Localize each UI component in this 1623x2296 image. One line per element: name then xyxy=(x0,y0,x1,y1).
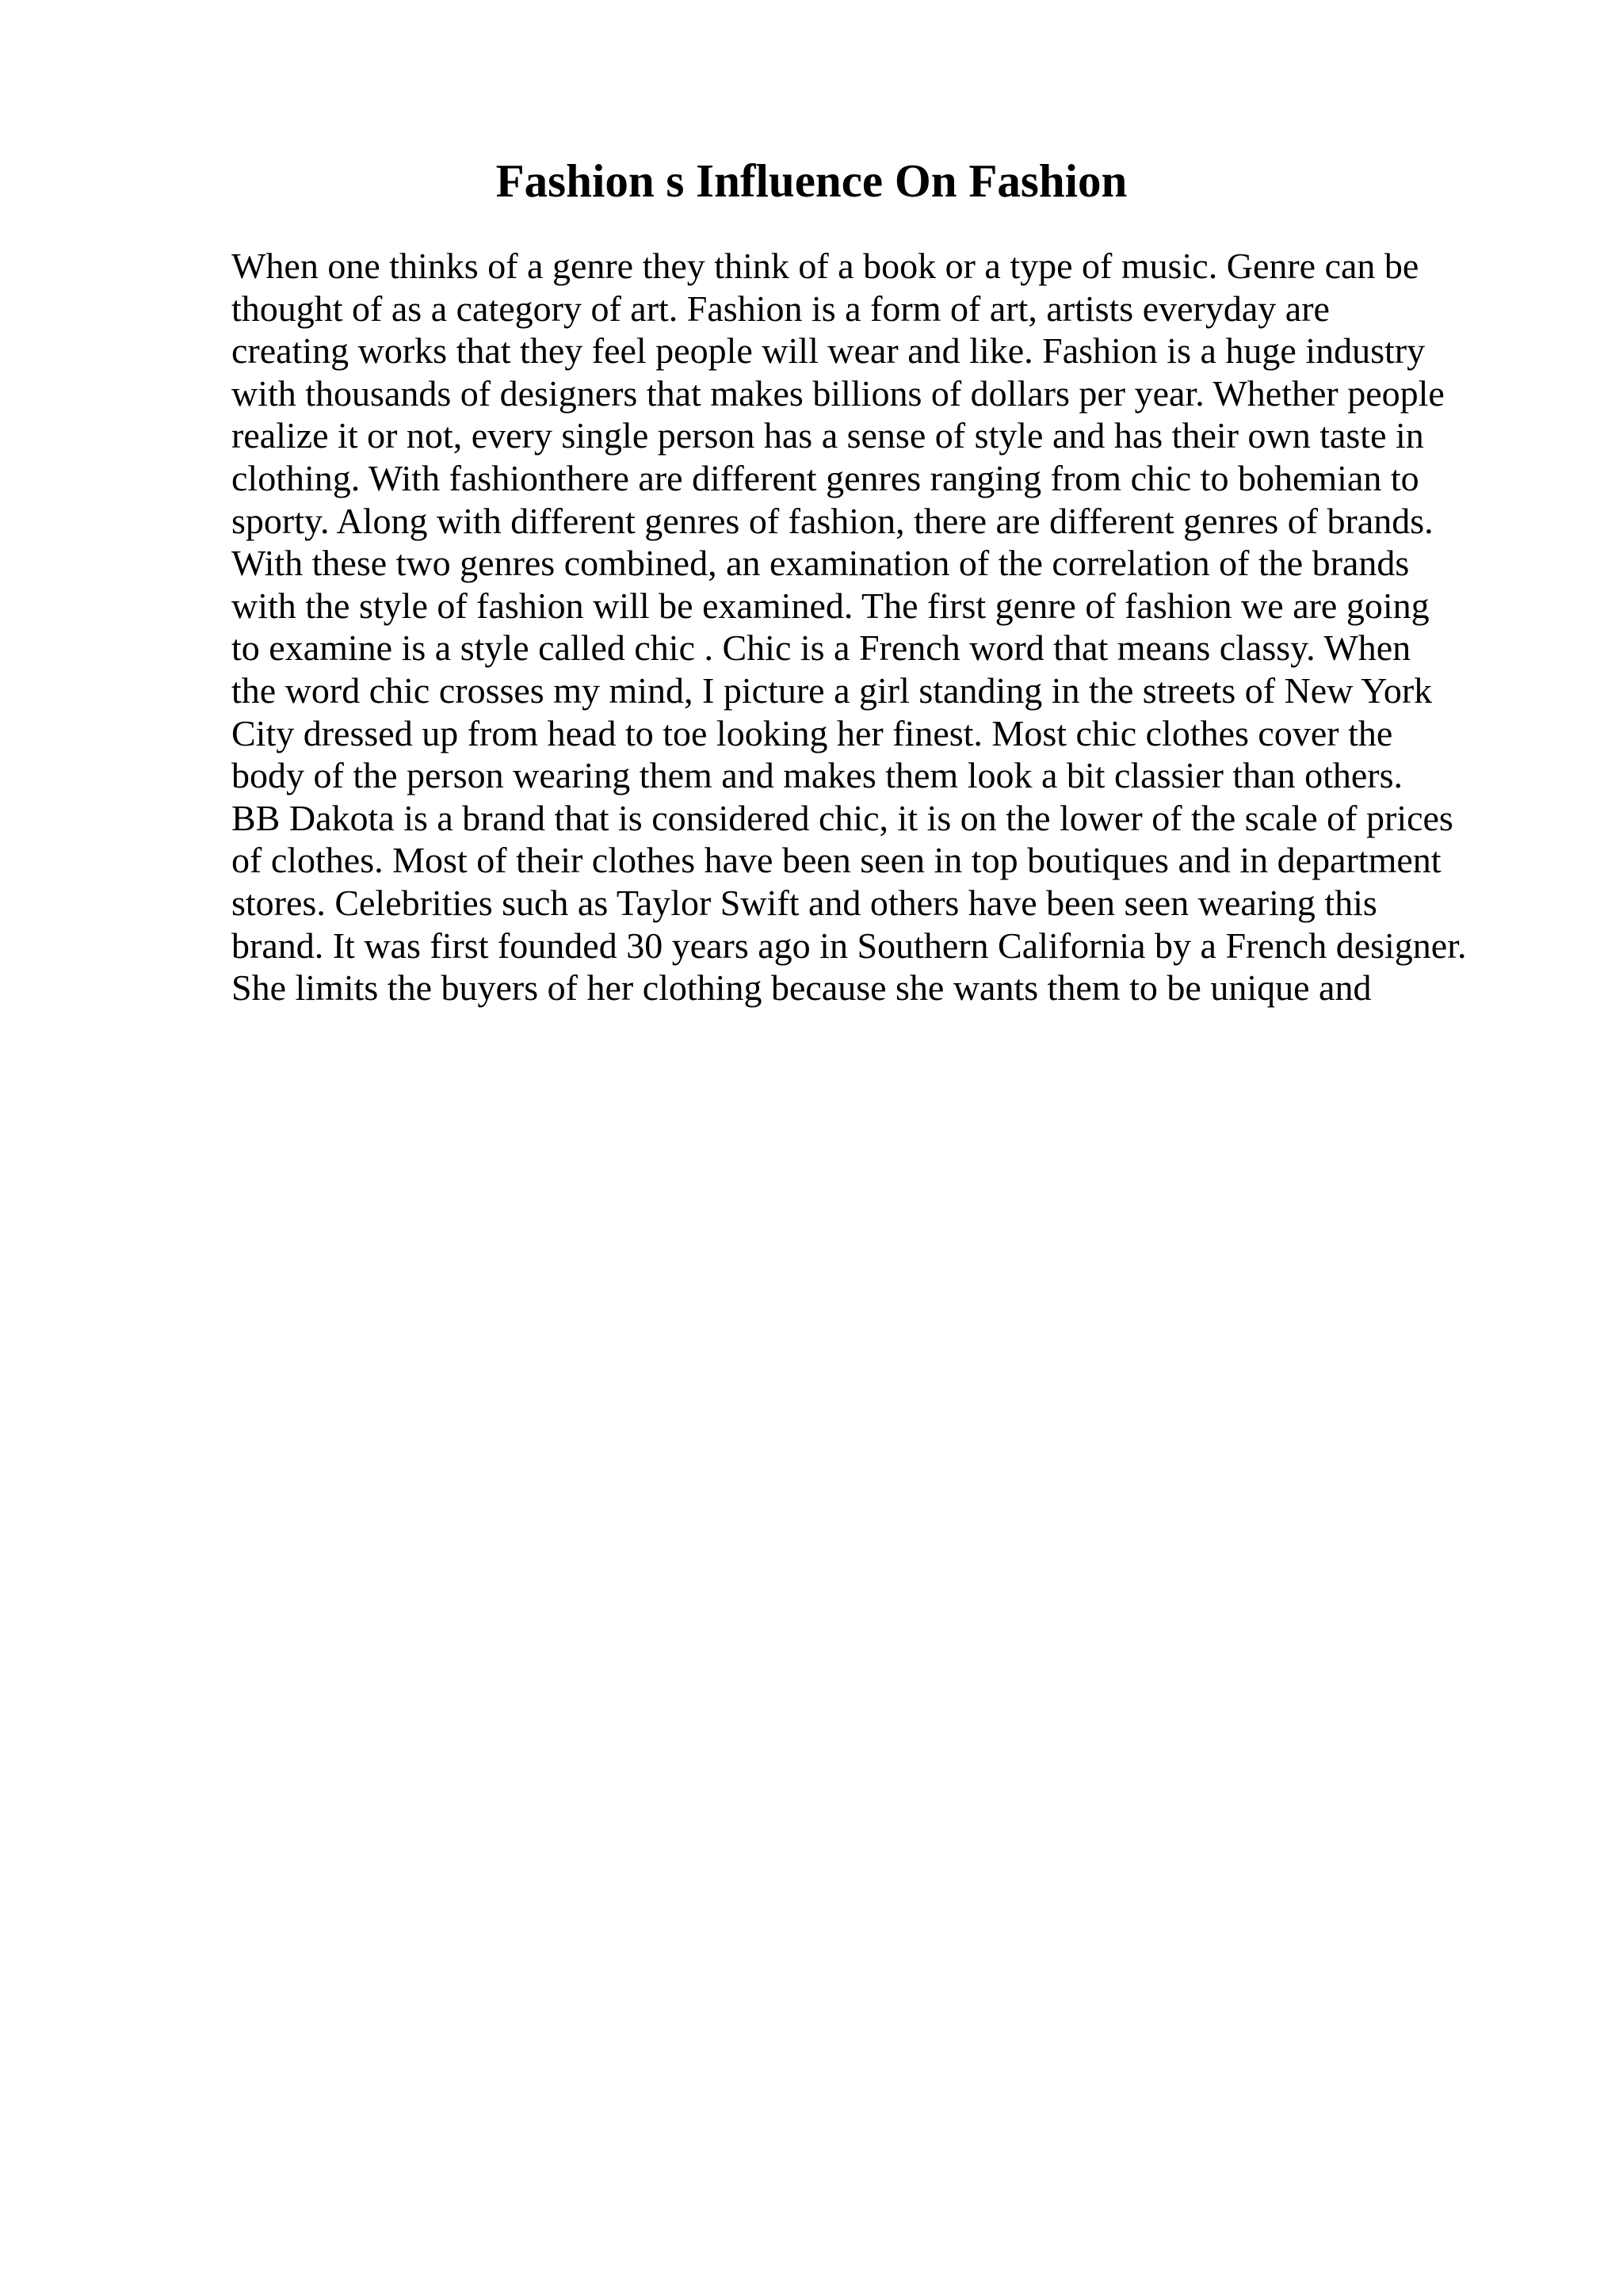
body-line-14: BB Dakota is a brand that is considered chic, it is on the lower of the scale of prices xyxy=(231,797,1453,838)
body-line-11: the word chic crosses my mind, I picture a girl standing in the streets of New York xyxy=(231,669,1433,711)
body-line-17: brand. It was first founded 30 years ago in Southern California by a French designer. xyxy=(231,925,1467,966)
body-line-16: stores. Celebrities such as Taylor Swift and others have been seen wearing this xyxy=(231,882,1377,923)
body-line-1: When one thinks of a genre they think of a book or a type of music. Genre can be xyxy=(231,246,1419,286)
body-line-18: She limits the buyers of her clothing because she wants them to be unique and xyxy=(231,967,1372,1009)
body-line-3: creating works that they feel people will wear and like. Fashion is a huge industry xyxy=(231,330,1426,372)
body-line-15: of clothes. Most of their clothes have been seen in top boutiques and in department xyxy=(231,840,1442,881)
document-body xyxy=(231,245,1499,1009)
body-line-4: with thousands of designers that makes billions of dollars per year. Whether people xyxy=(231,372,1445,414)
body-line-12: City dressed up from head to toe looking her finest. Most chic clothes cover the xyxy=(231,712,1393,753)
body-line-9: with the style of fashion will be examined. The first genre of fashion we are going xyxy=(231,585,1430,626)
body-line-6: clothing. With fashionthere are different genres ranging from chic to bohemian to xyxy=(231,457,1419,498)
body-line-2: thought of as a category of art. Fashion is a form of art, artists everyday are xyxy=(231,288,1330,329)
body-line-7: sporty. Along with different genres of fashion, there are different genres of brands. xyxy=(231,500,1434,541)
body-line-10: to examine is a style called chic . Chic is a French word that means classy. When xyxy=(231,627,1411,669)
body-line-13: body of the person wearing them and makes them look a bit classier than others. xyxy=(231,755,1403,796)
body-line-5: realize it or not, every single person has a sense of style and has their own taste in xyxy=(231,415,1424,456)
document-title: Fashion s Influence On Fashion xyxy=(495,154,1128,207)
body-line-8: With these two genres combined, an examination of the correlation of the brands xyxy=(231,543,1410,584)
